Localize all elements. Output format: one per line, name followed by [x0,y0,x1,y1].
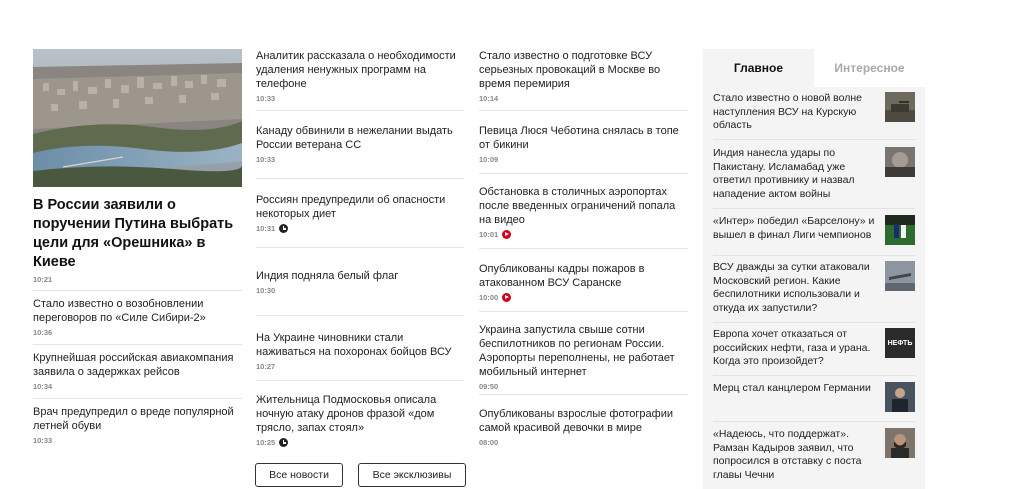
news-title[interactable]: На Украине чиновники стали наживаться на похоронах бойцов ВСУ [256,332,452,358]
tab-interesting[interactable]: Интересное [814,49,925,87]
divider [256,178,464,179]
list-item[interactable] [479,407,688,448]
clock-icon [279,438,288,447]
sidebar-item-title[interactable]: «Интер» победил «Барселону» и вышел в финал Лиги чемпионов [713,215,875,241]
hero-time: 10:21 [33,275,53,284]
time-text: 10:33 [256,155,276,164]
time-text: 09:50 [479,382,499,391]
divider [479,248,688,249]
football-thumb[interactable] [885,215,915,245]
news-time: 10:34 [33,382,53,391]
all-exclusives-button[interactable]: Все эксклюзивы [358,463,466,487]
sidebar-item[interactable] [713,261,915,315]
time-text: 08:00 [479,438,499,447]
sidebar-item[interactable] [713,428,915,482]
list-item[interactable] [33,399,242,446]
time-text: 10:25 [256,438,276,447]
time-text: 10:30 [256,286,276,295]
sidebar-item-title[interactable]: Европа хочет отказаться от российских нефти, газа и урана. Когда это произойдет? [713,328,871,368]
divider [479,173,688,174]
politician-thumb[interactable] [885,382,915,412]
divider [713,322,915,323]
news-time: 10:33 [33,436,53,445]
sidebar-item-title[interactable]: ВСУ дважды за сутки атаковали Московский регион. Какие беспилотники использовали и откуда их запустили? [713,261,870,314]
list-item[interactable] [479,323,688,392]
divider [256,110,464,111]
hero-story[interactable] [33,49,242,285]
main-news-column [33,49,242,446]
sidebar-item[interactable] [713,92,915,133]
time-text: 10:00 [479,293,499,302]
sidebar-item[interactable] [713,382,915,412]
hero-image[interactable] [33,49,242,187]
sidebar-item-title[interactable]: «Надеюсь, что поддержат». Рамзан Кадыров заявил, что попросился в отставку с поста главы Чечни [713,428,862,481]
list-item[interactable] [479,124,688,165]
oil-sign-label: НЕФТЬ [887,339,913,347]
news-title[interactable]: Стало известно о подготовке ВСУ серьезных провокаций в Москве во время перемирия [479,50,661,90]
news-time: 10:36 [33,328,53,337]
news-title[interactable]: Крупнейшая российская авиакомпания заявила о задержках рейсов [33,352,234,378]
divider [713,421,915,422]
divider [479,110,688,111]
sidebar-item-title[interactable]: Индия нанесла удары по Пакистану. Исламабад уже ответил противнику и назвал нападение актом войны [713,147,855,200]
sidebar-item[interactable] [713,215,915,245]
explosion-thumb[interactable] [885,147,915,177]
news-title[interactable]: Певица Люся Чеботина снялась в топе от бикини [479,125,679,151]
divider [713,139,915,140]
news-time [256,223,464,234]
military-vehicle-thumb[interactable] [885,92,915,122]
divider [479,394,688,395]
news-title[interactable]: Обстановка в столичных аэропортах после введенных ограничений попала на видео [479,186,676,226]
news-time [479,229,688,240]
sidebar-item-title[interactable]: Мерц стал канцлером Германии [713,382,871,394]
news-time [256,154,464,165]
news-title[interactable]: Опубликованы взрослые фотографии самой красивой девочки в мире [479,408,673,434]
list-item[interactable] [479,49,688,104]
drone-thumb[interactable] [885,261,915,291]
list-item[interactable] [256,124,464,165]
news-title[interactable]: Стало известно о возобновлении переговоров по «Силе Сибири-2» [33,298,206,324]
all-news-button[interactable]: Все новости [255,463,343,487]
divider [713,255,915,256]
time-text: 10:14 [479,94,499,103]
time-text: 10:31 [256,224,276,233]
time-text: 10:09 [479,155,499,164]
list-item[interactable] [256,193,464,234]
sidebar-item-title[interactable]: Стало известно о новой волне наступления ВСУ на Курскую область [713,92,863,132]
news-time [256,93,464,104]
news-time [479,292,688,303]
oil-sign-thumb[interactable] [885,328,915,358]
news-time [479,437,688,448]
news-title[interactable]: Аналитик рассказала о необходимости удаления ненужных программ на телефоне [256,50,456,90]
news-time [479,93,688,104]
list-item[interactable] [33,291,242,338]
list-item[interactable] [33,345,242,392]
divider [256,315,464,316]
news-time [256,285,464,296]
sidebar-item[interactable] [713,328,915,369]
news-title[interactable]: Канаду обвинили в нежелании выдать России ветерана СС [256,125,453,151]
sidebar-item[interactable] [713,147,915,201]
news-title[interactable]: Жительница Подмосковья описала ночную атаку дронов фразой «дом трясло, запах стоял» [256,394,437,434]
news-time [479,154,688,165]
news-time [479,381,688,392]
news-time [256,437,464,448]
time-text: 10:27 [256,362,276,371]
list-item[interactable] [479,185,688,240]
news-title[interactable]: Индия подняла белый флаг [256,270,399,282]
divider [256,380,464,381]
divider [713,208,915,209]
news-title[interactable]: Врач предупредил о вреде популярной летней обуви [33,406,234,432]
video-play-icon [502,293,511,302]
divider [479,311,688,312]
list-item[interactable] [479,262,688,303]
divider [713,375,915,376]
news-title[interactable]: Россиян предупредили об опасности некоторых диет [256,194,446,220]
list-item[interactable] [256,49,464,104]
list-item[interactable] [256,393,464,448]
time-text: 10:33 [256,94,276,103]
news-title[interactable]: Опубликованы кадры пожаров в атакованном ВСУ Саранске [479,263,645,289]
divider [256,247,464,248]
list-item[interactable] [256,269,464,296]
list-item[interactable] [256,331,464,372]
hero-title[interactable]: В России заявили о поручении Путина выбрать цели для «Орешника» в Киеве [33,197,234,270]
sidebar-tabs [703,49,925,87]
news-time [256,361,464,372]
news-title[interactable]: Украина запустила свыше сотни беспилотников по регионам России. Аэропорты переполнены, не работает мобильный интернет [479,324,675,378]
time-text: 10:01 [479,230,499,239]
top-news-sidebar [703,49,925,489]
tab-main[interactable]: Главное [703,49,814,87]
portrait-thumb[interactable] [885,428,915,458]
clock-icon [279,224,288,233]
video-play-icon [502,230,511,239]
